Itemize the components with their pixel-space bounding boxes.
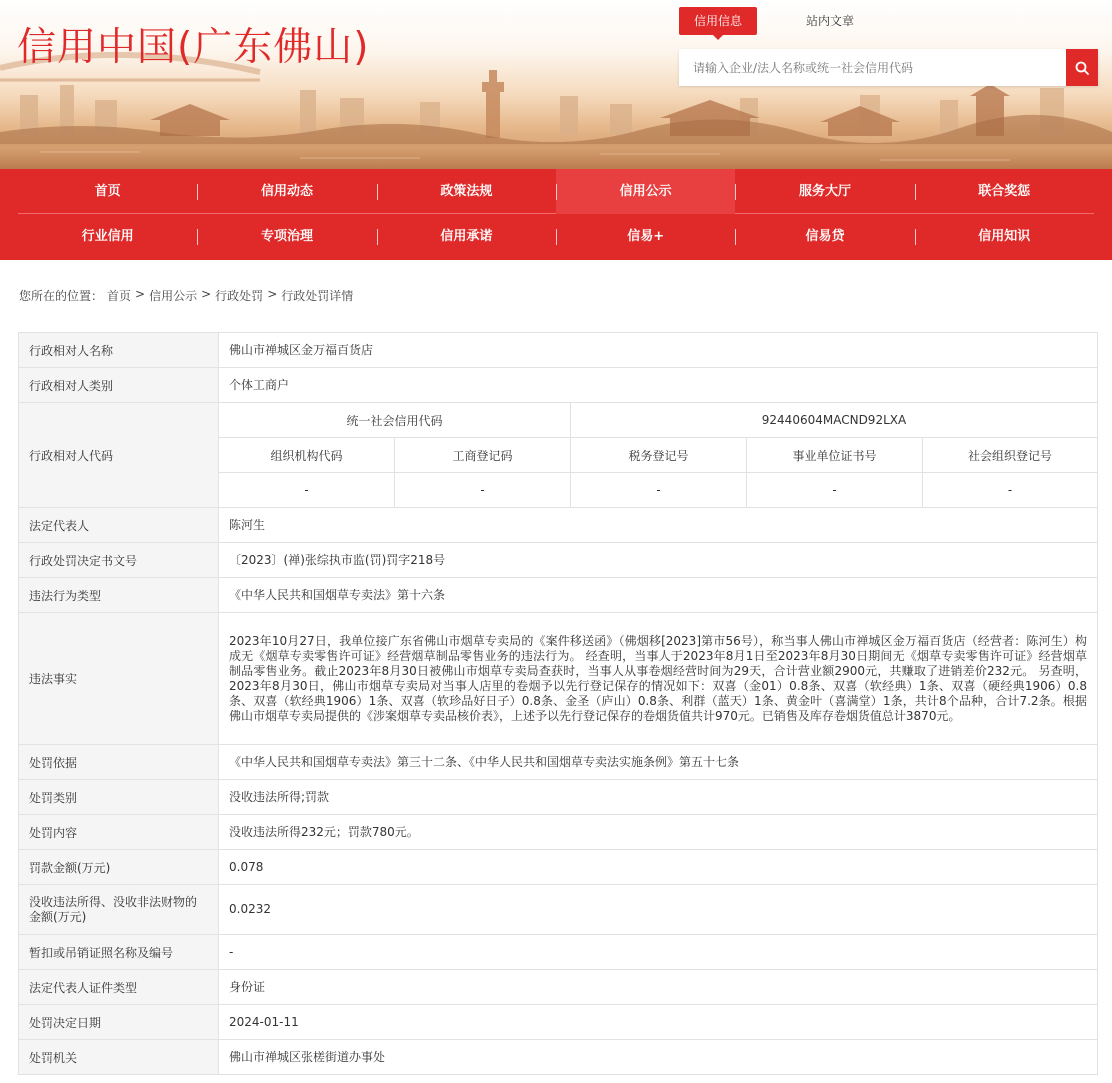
institution-cert-value: -: [747, 473, 923, 508]
business-reg-value: -: [395, 473, 571, 508]
org-code-header: 组织机构代码: [219, 438, 395, 473]
party-code-label: 行政相对人代码: [19, 403, 219, 508]
content-value: 没收违法所得232元；罚款780元。: [219, 815, 1098, 850]
business-reg-header: 工商登记码: [395, 438, 571, 473]
nav-item-credit-news[interactable]: 信用动态: [197, 169, 376, 214]
penalty-detail-table: [18, 332, 1098, 1075]
breadcrumb-separator: >: [135, 287, 146, 301]
party-type-label: 行政相对人类别: [19, 368, 219, 403]
table-row: [19, 815, 1098, 850]
breadcrumb-home[interactable]: 首页: [107, 289, 132, 303]
doc-no-value: 〔2023〕(禅)张综执市监(罚)罚字218号: [219, 543, 1098, 578]
decision-date-value: 2024-01-11: [219, 1005, 1098, 1040]
violation-type-value: 《中华人民共和国烟草专卖法》第十六条: [219, 578, 1098, 613]
table-row: [19, 333, 1098, 368]
uscc-value: 92440604MACND92LXA: [571, 403, 1098, 438]
category-value: 没收违法所得;罚款: [219, 780, 1098, 815]
nav-item-xinyi-loan[interactable]: 信易贷: [735, 214, 914, 259]
institution-cert-header: 事业单位证书号: [747, 438, 923, 473]
table-row: [19, 578, 1098, 613]
party-name-value: 佛山市禅城区金万福百货店: [219, 333, 1098, 368]
fine-label: 罚款金额(万元): [19, 850, 219, 885]
nav-item-credit-publicity[interactable]: 信用公示: [556, 169, 735, 214]
doc-no-label: 行政处罚决定书文号: [19, 543, 219, 578]
party-type-value: 个体工商户: [219, 368, 1098, 403]
breadcrumb-admin-penalty[interactable]: 行政处罚: [215, 289, 264, 303]
basis-value: 《中华人民共和国烟草专卖法》第三十二条、《中华人民共和国烟草专卖法实施条例》第五十七条: [219, 745, 1098, 780]
nav-item-credit-commitment[interactable]: 信用承诺: [377, 214, 556, 259]
table-row: [19, 850, 1098, 885]
confiscation-label: 没收违法所得、没收非法财物的金额(万元): [19, 885, 219, 935]
breadcrumb-credit-publicity[interactable]: 信用公示: [149, 289, 198, 303]
nav-item-credit-knowledge[interactable]: 信用知识: [915, 214, 1094, 259]
main-nav: [0, 169, 1112, 260]
authority-value: 佛山市禅城区张槎街道办事处: [219, 1040, 1098, 1075]
nav-item-joint-rewards[interactable]: 联合奖惩: [915, 169, 1094, 214]
basis-label: 处罚依据: [19, 745, 219, 780]
site-title: 信用中国(广东佛山): [17, 25, 370, 70]
social-org-value: -: [923, 473, 1098, 508]
breadcrumb-current: 行政处罚详情: [281, 289, 354, 303]
facts-value: 2023年10月27日，我单位接广东省佛山市烟草专卖局的《案件移送函》（佛烟移[2023]第市56号），称当事人佛山市禅城区金万福百货店（经营者：陈河生）构成无《烟草专卖零售许可证》经营烟草制品零售业务的违法行为。 经查明，当事人于2023年8月1日至2023年8月30日期间无《烟草专卖零售许可证》经营烟草制品零售业务。截止2023年8月30日被佛山市烟草专卖局查获时，当事人从事卷烟经营时间为29天，合计营业额2900元，共赚取了进销差价232元。 另查明，2023年8月30日，佛山市烟草专卖局对当事人店里的卷烟予以先行登记保存的情况如下：双喜（金01）0.8条、双喜（软经典）1条、双喜（硬经典1906）0.8条、双喜（软经典1906）1条、双喜（软珍品好日子）0.8条、金圣（庐山）0.8条、利群（蓝天）1条、黄金叶（喜满堂）1条，共计8个品种，合计7.2条。根据佛山市烟草专卖局提供的《涉案烟草专卖品核价表》，上述予以先行登记保存的卷烟货值共计970元。已销售及库存卷烟货值总计3870元。: [219, 613, 1098, 745]
nav-row-1: [18, 169, 1094, 214]
breadcrumb-prefix: 您所在的位置：: [19, 289, 104, 303]
tax-reg-value: -: [571, 473, 747, 508]
search-box: [679, 49, 1098, 86]
legal-rep-label: 法定代表人: [19, 508, 219, 543]
search-icon: [1075, 61, 1089, 75]
fine-value: 0.078: [219, 850, 1098, 885]
nav-item-xinyi-plus[interactable]: 信易+: [556, 214, 735, 259]
table-row: [19, 543, 1098, 578]
nav-item-home[interactable]: 首页: [94, 183, 121, 199]
search-tab-credit-info[interactable]: 信用信息: [679, 7, 757, 35]
social-org-header: 社会组织登记号: [923, 438, 1098, 473]
nav-item-service-hall[interactable]: 服务大厅: [735, 169, 914, 214]
category-label: 处罚类别: [19, 780, 219, 815]
search-tabs: [679, 7, 869, 35]
content-label: 处罚内容: [19, 815, 219, 850]
table-row: [19, 613, 1098, 745]
table-row: [19, 935, 1098, 970]
confiscation-value: 0.0232: [219, 885, 1098, 935]
nav-item-industry-credit[interactable]: 行业信用: [81, 229, 134, 244]
party-name-label: 行政相对人名称: [19, 333, 219, 368]
search-button[interactable]: [1066, 49, 1098, 86]
nav-row-2: [0, 214, 1112, 259]
org-code-value: -: [219, 473, 395, 508]
table-row: [19, 403, 1098, 438]
breadcrumb: [19, 287, 353, 304]
tax-reg-header: 税务登记号: [571, 438, 747, 473]
violation-type-label: 违法行为类型: [19, 578, 219, 613]
table-row: [19, 970, 1098, 1005]
table-row: [19, 780, 1098, 815]
nav-item-special-governance[interactable]: 专项治理: [197, 214, 376, 259]
uscc-label: 统一社会信用代码: [219, 403, 571, 438]
license-value: -: [219, 935, 1098, 970]
table-row: [19, 368, 1098, 403]
table-row: [19, 508, 1098, 543]
header-banner: [0, 0, 1112, 169]
decision-date-label: 处罚决定日期: [19, 1005, 219, 1040]
id-type-value: 身份证: [219, 970, 1098, 1005]
nav-item-policies[interactable]: 政策法规: [377, 169, 556, 214]
table-row: [19, 1040, 1098, 1075]
authority-label: 处罚机关: [19, 1040, 219, 1075]
license-label: 暂扣或吊销证照名称及编号: [19, 935, 219, 970]
legal-rep-value: 陈河生: [219, 508, 1098, 543]
table-row: [19, 1005, 1098, 1040]
facts-label: 违法事实: [19, 613, 219, 745]
breadcrumb-separator: >: [201, 287, 212, 301]
breadcrumb-separator: >: [267, 287, 278, 301]
table-row: [19, 745, 1098, 780]
id-type-label: 法定代表人证件类型: [19, 970, 219, 1005]
search-tab-site-articles[interactable]: 站内文章: [806, 14, 855, 28]
table-row: [19, 885, 1098, 935]
search-input[interactable]: [679, 49, 1066, 86]
